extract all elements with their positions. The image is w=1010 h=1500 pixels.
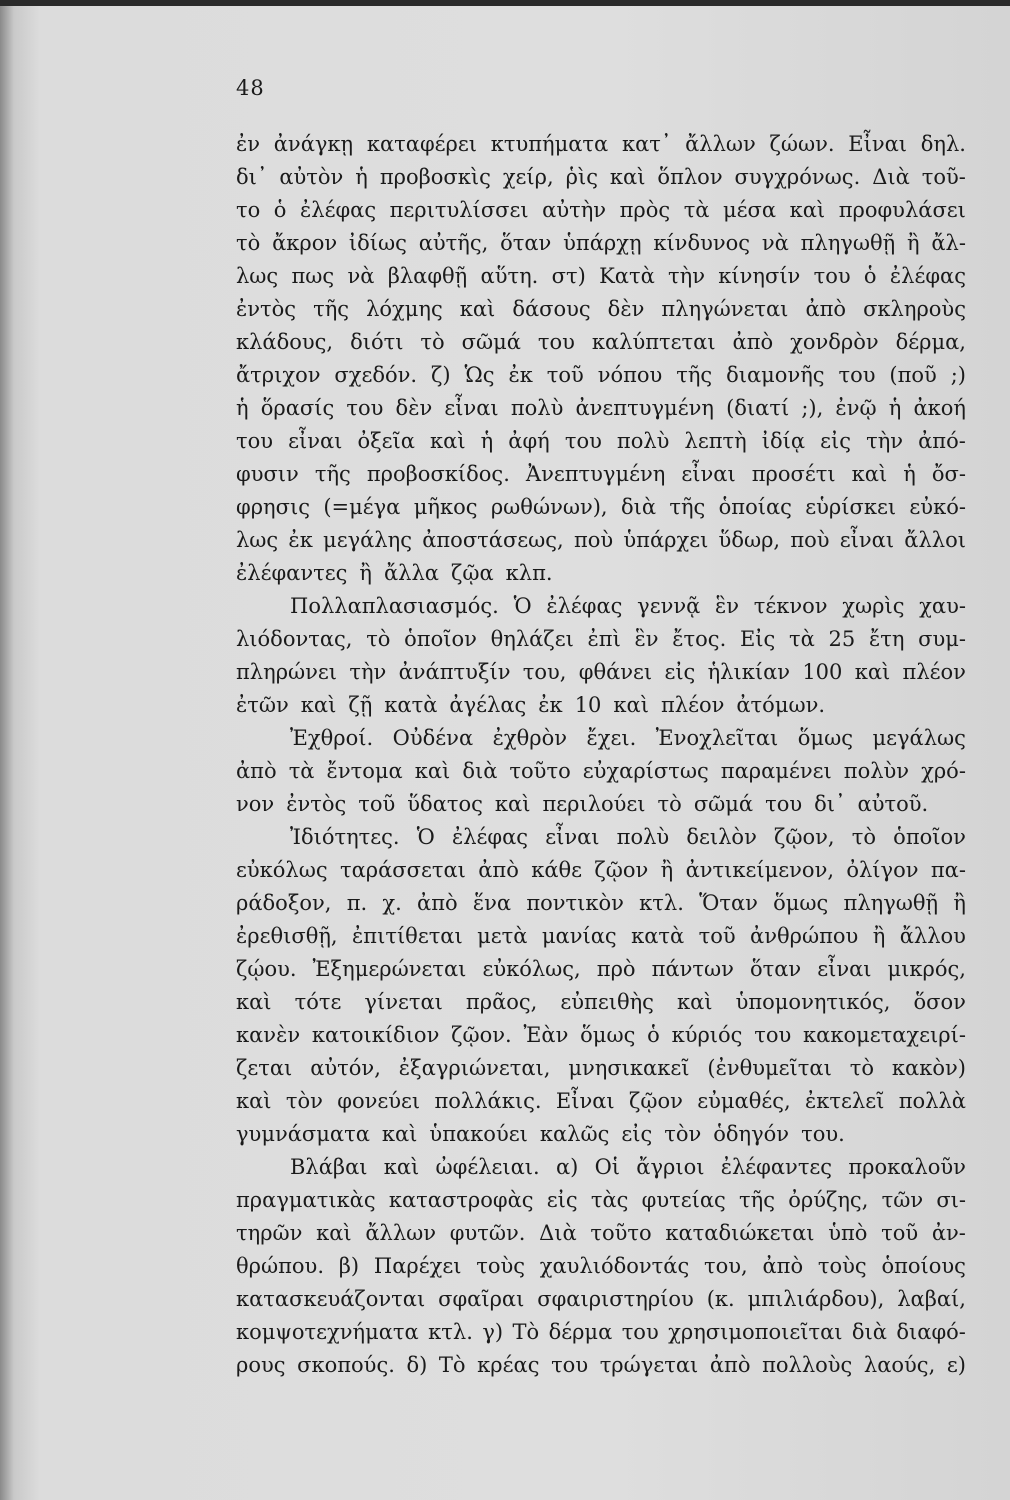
text-line: Ἰδιότητες. Ὁ ἐλέφας εἶναι πολὺ δειλὸν ζῷον, τὸ ὁποῖον xyxy=(290,825,966,849)
text-line: ἐντὸς τῆς λόχμης καὶ δάσους δὲν πληγώνεται ἀπὸ σκληροὺς xyxy=(236,297,966,321)
text-line: θρώπου. β) Παρέχει τοὺς χαυλιόδοντάς του, ἀπὸ τοὺς ὁποίους xyxy=(236,1254,966,1278)
text-line: φρησις (=μέγα μῆκος ρωθώνων), διὰ τῆς ὁποίας εὑρίσκει εὐκό- xyxy=(236,495,966,519)
text-line: λως πως νὰ βλαφθῇ αὕτη. στ) Κατὰ τὴν κίνησίν του ὁ ἐλέφας xyxy=(236,264,966,288)
text-line: καὶ τὸν φονεύει πολλάκις. Εἶναι ζῷον εὐμαθές, ἐκτελεῖ πολλὰ xyxy=(236,1089,966,1113)
text-line: γυμνάσματα καὶ ὑπακούει καλῶς εἰς τὸν ὁδηγόν του. xyxy=(236,1122,845,1146)
text-line: εὐκόλως ταράσσεται ἀπὸ κάθε ζῷον ἢ ἀντικείμενον, ὀλίγον πα- xyxy=(236,858,966,882)
page-number: 48 xyxy=(236,76,265,100)
text-line: φυσιν τῆς προβοσκίδος. Ἀνεπτυγμένη εἶναι προσέτι καὶ ἡ ὄσ- xyxy=(236,462,966,486)
text-line: ζῴου. Ἐξημερώνεται εὐκόλως, πρὸ πάντων ὅταν εἶναι μικρός, xyxy=(236,957,966,981)
text-line: κομψοτεχνήματα κτλ. γ) Τὸ δέρμα του χρησιμοποιεῖται διὰ διαφό- xyxy=(236,1320,966,1344)
text-line: Βλάβαι καὶ ὠφέλειαι. α) Οἱ ἄγριοι ἐλέφαντες προκαλοῦν xyxy=(290,1155,966,1179)
body-text xyxy=(236,128,966,1382)
text-line: κλάδους, διότι τὸ σῶμά του καλύπτεται ἀπὸ χονδρὸν δέρμα, xyxy=(236,330,966,354)
text-line: ἐρεθισθῇ, ἐπιτίθεται μετὰ μανίας κατὰ τοῦ ἀνθρώπου ἢ ἄλλου xyxy=(236,924,966,948)
text-line: νον ἐντὸς τοῦ ὕδατος καὶ περιλούει τὸ σῶμά του δι᾽ αὐτοῦ. xyxy=(236,792,929,816)
text-line: κατασκευάζονται σφαῖραι σφαιριστηρίου (κ. μπιλιάρδου), λαβαί, xyxy=(236,1287,966,1311)
text-line: ἐλέφαντες ἢ ἄλλα ζῷα κλπ. xyxy=(236,561,553,585)
text-line: το ὁ ἐλέφας περιτυλίσσει αὐτὴν πρὸς τὰ μέσα καὶ προφυλάσει xyxy=(236,198,966,222)
text-line: Ἐχθροί. Οὐδένα ἐχθρὸν ἔχει. Ἐνοχλεῖται ὅμως μεγάλως xyxy=(290,726,966,750)
text-line: ἄτριχον σχεδόν. ζ) Ὡς ἐκ τοῦ νόπου τῆς διαμονῆς του (ποῦ ;) xyxy=(236,363,966,387)
text-line: Πολλαπλασιασμός. Ὁ ἐλέφας γεννᾷ ἓν τέκνον χωρὶς χαυ- xyxy=(290,594,966,618)
text-line: ἡ ὅρασίς του δὲν εἶναι πολὺ ἀνεπτυγμένη (διατί ;), ἐνῷ ἡ ἀκοή xyxy=(236,396,966,420)
text-line: ράδοξον, π. χ. ἀπὸ ἕνα ποντικὸν κτλ. Ὅταν ὅμως πληγωθῇ ἢ xyxy=(236,891,966,915)
text-line: πραγματικὰς καταστροφὰς εἰς τὰς φυτείας τῆς ὀρύζης, τῶν σι- xyxy=(236,1188,966,1212)
text-line: λως ἐκ μεγάλης ἀποστάσεως, ποὺ ὑπάρχει ὕδωρ, ποὺ εἶναι ἄλλοι xyxy=(236,528,966,552)
text-line: τηρῶν καὶ ἄλλων φυτῶν. Διὰ τοῦτο καταδιώκεται ὑπὸ τοῦ ἀν- xyxy=(236,1221,966,1245)
text-line: ἐτῶν καὶ ζῇ κατὰ ἀγέλας ἐκ 10 καὶ πλέον ἀτόμων. xyxy=(236,693,826,717)
text-line: ἀπὸ τὰ ἔντομα καὶ διὰ τοῦτο εὐχαρίστως παραμένει πολὺν χρό- xyxy=(236,759,966,783)
text-line: τὸ ἄκρον ἰδίως αὐτῆς, ὅταν ὑπάρχῃ κίνδυνος νὰ πληγωθῇ ἢ ἄλ- xyxy=(236,231,966,255)
text-line: πληρώνει τὴν ἀνάπτυξίν του, φθάνει εἰς ἡλικίαν 100 καὶ πλέον xyxy=(236,660,966,684)
text-line: ζεται αὐτόν, ἐξαγριώνεται, μνησικακεῖ (ἐνθυμεῖται τὸ κακὸν) xyxy=(236,1056,966,1080)
text-line: καὶ τότε γίνεται πρᾶος, εὐπειθὴς καὶ ὑπομονητικός, ὅσον xyxy=(236,990,966,1014)
page-top-edge xyxy=(0,0,1010,6)
text-line: ἐν ἀνάγκῃ καταφέρει κτυπήματα κατ᾽ ἄλλων ζώων. Εἶναι δηλ. xyxy=(236,132,966,156)
text-line: δι᾽ αὐτὸν ἡ προβοσκὶς χείρ, ῥὶς καὶ ὅπλον συγχρόνως. Διὰ τοῦ- xyxy=(236,165,966,189)
text-line: ρους σκοπούς. δ) Τὸ κρέας του τρώγεται ἀπὸ πολλοὺς λαούς, ε) xyxy=(236,1353,966,1377)
text-line: κανὲν κατοικίδιον ζῷον. Ἐὰν ὅμως ὁ κύριός του κακομεταχειρί- xyxy=(236,1023,966,1047)
text-line: λιόδοντας, τὸ ὁποῖον θηλάζει ἐπὶ ἓν ἔτος. Εἰς τὰ 25 ἔτη συμ- xyxy=(236,627,966,651)
text-line: του εἶναι ὀξεῖα καὶ ἡ ἀφή του πολὺ λεπτὴ ἰδίᾳ εἰς τὴν ἀπό- xyxy=(236,429,966,453)
